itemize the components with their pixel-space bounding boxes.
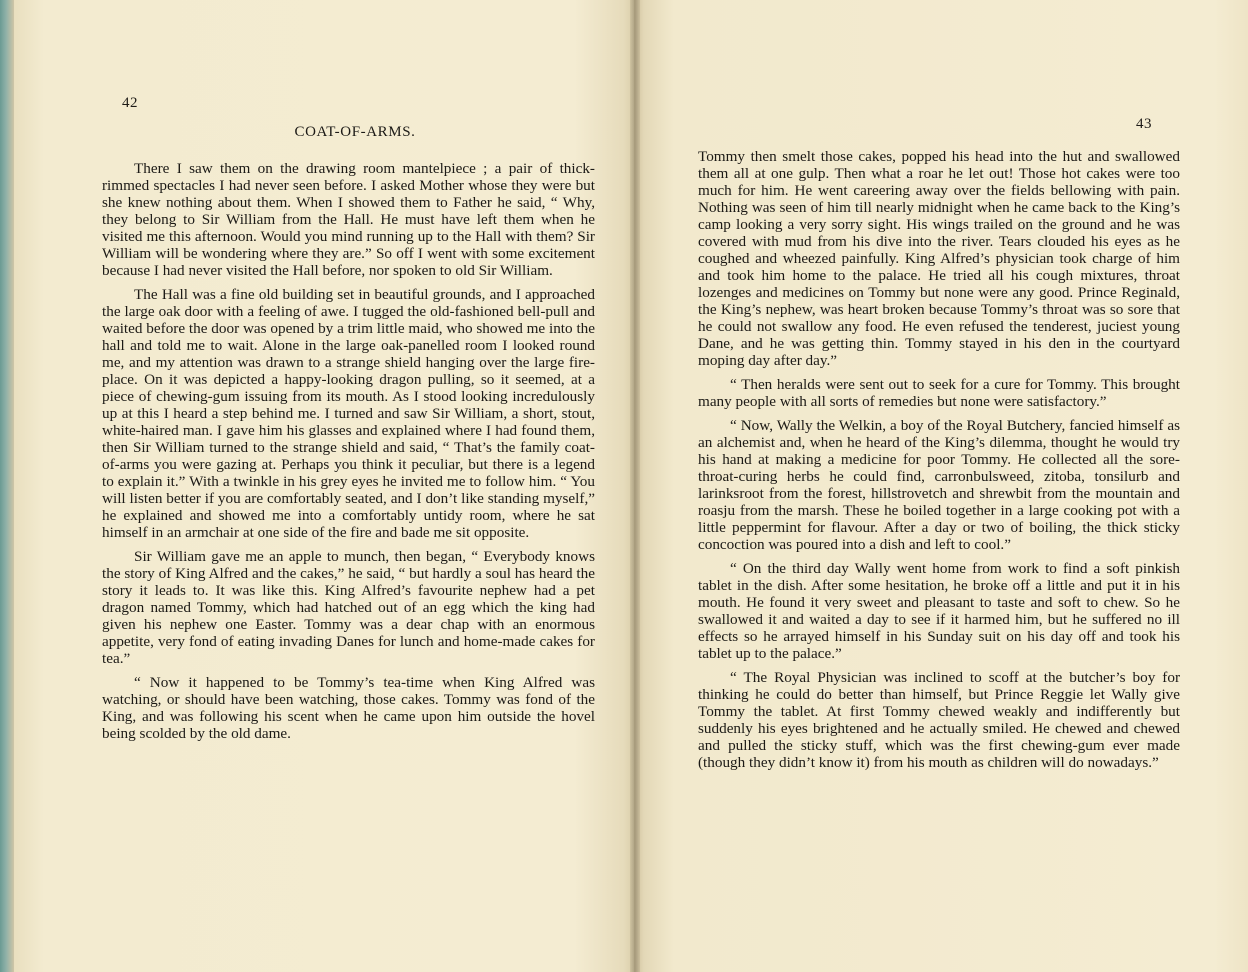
paragraph: “ Then heralds were sent out to seek for a cure for Tommy. This brought many people with all sorts of remedies but none were satisfactory.” [698, 376, 1180, 410]
paragraph: “ Now it happened to be Tommy’s tea-time when King Alfred was watching, or should have been watching, those cakes. Tommy was fond of the King, and was following his scent when he came upon him outside the hovel being scolded by the old dame. [102, 674, 595, 742]
chapter-title: COAT-OF-ARMS. [294, 124, 416, 140]
paragraph: “ On the third day Wally went home from work to find a soft pinkish tablet in the dish. After some hesitation, he broke off a little and put it in his mouth. He found it very sweet and pleasant to taste and soft to chew. So he swallowed it and waited a day to see if it harmed him, but he suffered no ill effects so he arrayed himself in his Sunday suit on his day off and took his tablet up to the palace.” [698, 560, 1180, 662]
paragraph: “ Now, Wally the Welkin, a boy of the Royal Butchery, fancied himself as an alchemist and, when he heard of the King’s dilemma, thought he would try his hand at making a medicine for poor Tommy. He collected all the sore-throat-curing herbs he could find, carronbulsweed, zitoba, tonsilurb and larinksroot from the forest, hillstrovetch and shrewbit from the mountain and roasju from the marsh. These he boiled together in a large cooking pot with a little peppermint for flavour. After a day or two of boiling, the thick sticky concoction was poured into a dish and left to cool.” [698, 417, 1180, 553]
paragraph: “ The Royal Physician was inclined to scoff at the butcher’s boy for thinking he could do better than himself, but Prince Reggie let Wally give Tommy the tablet. At first Tommy chewed weakly and indifferently but suddenly his eyes brightened and he actually smiled. He chewed and chewed and pulled the sticky stuff, which was the first chewing-gum ever made (though they didn’t know it) from his mouth as children will do nowadays.” [698, 669, 1180, 771]
left-page [14, 0, 634, 972]
page-number-right: 43 [1136, 116, 1152, 132]
paragraph: The Hall was a fine old building set in beautiful grounds, and I approached the large oak door with a feeling of awe. I tugged the old-fashioned bell-pull and waited before the door was opened by a trim little maid, who showed me into the hall and told me to wait. Alone in the large oak-panelled room I looked round me, and my attention was drawn to a strange shield hanging over the large fire-place. On it was depicted a happy-looking dragon pulling, so it seemed, at a piece of chewing-gum issuing from its mouth. As I stood looking incredulously up at this I heard a step behind me. I turned and saw Sir William, a short, stout, white-haired man. I gave him his glasses and explained where I had found them, then Sir William turned to the strange shield and said, “ That’s the family coat-of-arms you were gazing at. Perhaps you think it peculiar, but there is a legend to explain it.” With a twinkle in his grey eyes he invited me to follow him. “ You will listen better if you are comfortably seated, and I don’t like standing myself,” he explained and showed me into a comfortably untidy room, where he sat himself in an armchair at one side of the fire and bade me sit opposite. [102, 286, 595, 541]
page-number-left: 42 [122, 95, 138, 111]
right-page [634, 0, 1248, 972]
right-page-text [698, 148, 1180, 771]
paragraph: Tommy then smelt those cakes, popped his head into the hut and swallowed them all at one gulp. Then what a roar he let out! Those hot cakes were too much for him. He went careering away over the fields bellowing with pain. Nothing was seen of him till nearly midnight when he came back to the King’s camp looking a very sorry sight. His wings trailed on the ground and he was covered with mud from his dive into the river. Tears clouded his eyes as he coughed and wheezed painfully. King Alfred’s physician took charge of him and took him home to the palace. He tried all his cough mixtures, throat lozenges and medicines on Tommy but none were any good. Prince Reginald, the King’s nephew, was heart broken because Tommy’s throat was so sore that he could not swallow any food. He even refused the tenderest, juciest young Dane, and he was getting thin. Tommy stayed in his den in the courtyard moping day after day.” [698, 148, 1180, 369]
left-page-text [102, 160, 595, 742]
paragraph: There I saw them on the drawing room mantelpiece ; a pair of thick-rimmed spectacles I had never seen before. I asked Mother whose they were but she knew nothing about them. When I showed them to Father he said, “ Why, they belong to Sir William from the Hall. He must have left them when he visited me this afternoon. Would you mind running up to the Hall with them? Sir William will be wondering where they are.” So off I went with some excitement because I had never visited the Hall before, nor spoken to old Sir William. [102, 160, 595, 279]
paragraph: Sir William gave me an apple to munch, then began, “ Everybody knows the story of King Alfred and the cakes,” he said, “ but hardly a soul has heard the story it leads to. It was like this. King Alfred’s favourite nephew had a pet dragon named Tommy, which had hatched out of an egg which the king had given his nephew one Easter. Tommy was a dear chap with an enormous appetite, very fond of eating invading Danes for lunch and home-made cakes for tea.” [102, 548, 595, 667]
book-gutter [630, 0, 640, 972]
